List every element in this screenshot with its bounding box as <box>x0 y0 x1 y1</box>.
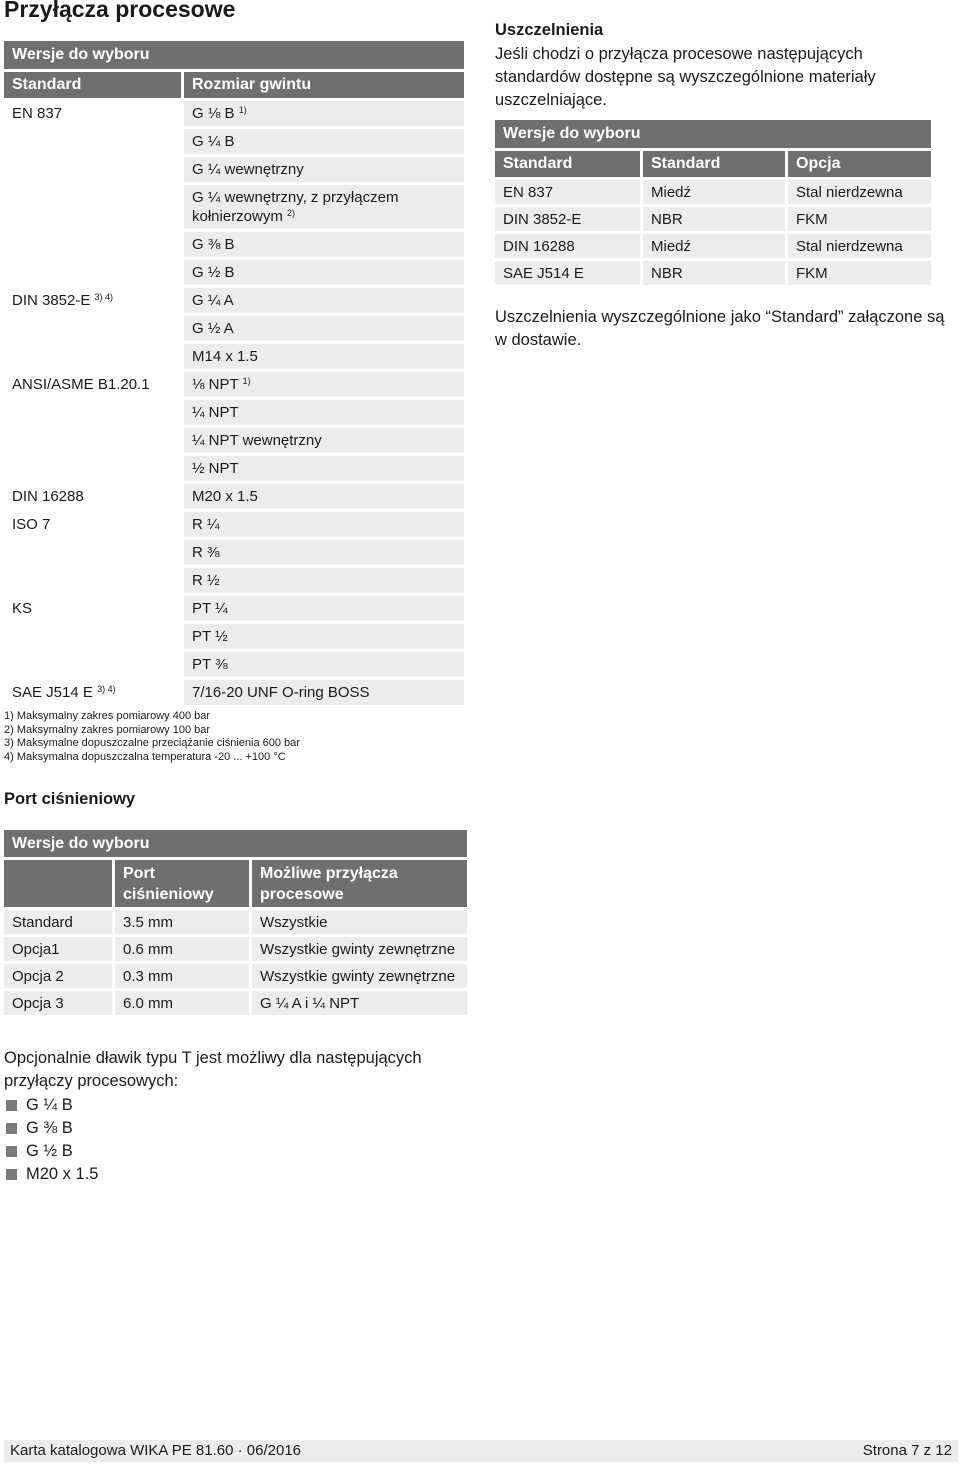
table-row <box>4 453 464 481</box>
thread-label: G ¼ wewnętrzny, z przyłączem kołnierzowym <box>192 189 399 225</box>
snubber-list <box>4 1094 98 1186</box>
port-table-caption: Wersje do wyboru <box>4 830 467 857</box>
footnotes <box>4 710 300 764</box>
thread-label: PT ¼ <box>192 600 228 617</box>
thread-table <box>4 41 464 705</box>
thread-label: ⅛ NPT <box>192 376 239 393</box>
table-cell: Miedź <box>640 177 785 204</box>
table-row <box>4 425 464 453</box>
thread-label: ½ NPT <box>192 460 239 477</box>
thread-size-cell <box>181 565 464 593</box>
thread-label: ¼ NPT wewnętrzny <box>192 432 322 449</box>
table-cell: 6.0 mm <box>112 988 249 1015</box>
thread-standard-cell <box>4 341 181 369</box>
table-cell: DIN 3852-E <box>495 204 640 231</box>
footnote: 4) Maksymalna dopuszczalna temperatura -20 ... +100 °C <box>4 750 286 763</box>
thread-size-cell <box>181 593 464 621</box>
seals-note: Uszczelnienia wyszczególnione jako “Standard” załączone są w dostawie. <box>495 308 945 349</box>
thread-label: G ½ B <box>192 264 235 281</box>
thread-label: 7/16-20 UNF O-ring BOSS <box>192 684 370 701</box>
footer-page-number: Strona 7 z 12 <box>862 1442 952 1459</box>
seals-table <box>495 120 931 285</box>
page-title: Przyłącza procesowe <box>4 0 236 22</box>
thread-standard-cell <box>4 229 181 257</box>
thread-size-cell <box>181 677 464 705</box>
port-header-empty <box>4 857 112 907</box>
pressure-port-title: Port ciśnieniowy <box>4 790 136 808</box>
standard-label: KS <box>12 600 33 617</box>
thread-label: G ½ A <box>192 320 234 337</box>
thread-size-cell <box>181 341 464 369</box>
table-cell: Opcja 3 <box>4 988 112 1015</box>
table-row <box>4 341 464 369</box>
thread-label: G ¼ A <box>192 292 234 309</box>
table-cell: NBR <box>640 258 785 285</box>
thread-size-cell <box>181 182 464 229</box>
thread-label: M20 x 1.5 <box>192 488 258 505</box>
table-row <box>4 565 464 593</box>
table-row <box>4 369 464 397</box>
standard-label: EN 837 <box>12 105 63 122</box>
table-row <box>4 621 464 649</box>
thread-standard-cell <box>4 677 181 705</box>
thread-label: R ½ <box>192 572 220 589</box>
thread-label: R ⅜ <box>192 544 220 561</box>
thread-standard-cell <box>4 313 181 341</box>
table-cell: FKM <box>785 258 931 285</box>
thread-label: R ¼ <box>192 516 220 533</box>
seals-title: Uszczelnienia <box>495 21 604 39</box>
thread-size-cell <box>181 313 464 341</box>
thread-standard-cell <box>4 369 181 397</box>
thread-standard-cell <box>4 257 181 285</box>
footnote-ref: 1) <box>242 376 251 386</box>
thread-size-cell <box>181 397 464 425</box>
thread-size-cell <box>181 481 464 509</box>
list-item: M20 x 1.5 <box>4 1163 98 1186</box>
seals-header-standard: Standard <box>495 148 640 177</box>
thread-label: G ⅛ B <box>192 105 235 122</box>
thread-size-cell <box>181 126 464 154</box>
standard-label: DIN 16288 <box>12 488 84 505</box>
pressure-port-table <box>4 830 467 1015</box>
table-cell: FKM <box>785 204 931 231</box>
thread-standard-cell <box>4 126 181 154</box>
table-cell: Opcja1 <box>4 934 112 961</box>
thread-standard-cell <box>4 425 181 453</box>
table-row <box>4 481 464 509</box>
table-row <box>4 313 464 341</box>
footnote: 3) Maksymalne dopuszczalne przeciążanie ciśnienia 600 bar <box>4 737 300 749</box>
thread-size-cell <box>181 154 464 182</box>
table-cell: Wszystkie <box>249 907 467 934</box>
table-cell: Opcja 2 <box>4 961 112 988</box>
table-cell: SAE J514 E <box>495 258 640 285</box>
table-cell: 0.3 mm <box>112 961 249 988</box>
list-item: G ⅜ B <box>4 1117 98 1140</box>
table-cell: G ¼ A i ¼ NPT <box>249 988 467 1015</box>
thread-size-cell <box>181 257 464 285</box>
table-cell: DIN 16288 <box>495 231 640 258</box>
thread-size-cell <box>181 98 464 126</box>
footnote: 1) Maksymalny zakres pomiarowy 400 bar <box>4 710 211 722</box>
table-cell: Miedź <box>640 231 785 258</box>
table-row <box>4 285 464 313</box>
standard-label: ISO 7 <box>12 516 51 533</box>
seals-table-caption: Wersje do wyboru <box>495 120 931 148</box>
seals-header-option: Opcja <box>785 148 931 177</box>
thread-label: G ¼ B <box>192 133 235 150</box>
table-row <box>4 907 467 934</box>
table-cell: Wszystkie gwinty zewnętrzne <box>249 934 467 961</box>
thread-standard-cell <box>4 453 181 481</box>
standard-label: DIN 3852-E <box>12 292 91 309</box>
table-row <box>4 649 464 677</box>
port-header-connections: Możliwe przyłącza procesowe <box>249 857 467 907</box>
thread-size-cell <box>181 285 464 313</box>
thread-standard-cell <box>4 509 181 537</box>
footnote-ref: 1) <box>238 105 247 115</box>
port-header-port: Port ciśnieniowy <box>112 857 249 907</box>
footnote-ref: 3) 4) <box>94 292 114 302</box>
table-row <box>4 397 464 425</box>
page-footer <box>4 1440 958 1462</box>
standard-label: ANSI/ASME B1.20.1 <box>12 376 150 393</box>
table-cell: Wszystkie gwinty zewnętrzne <box>249 961 467 988</box>
table-cell: NBR <box>640 204 785 231</box>
footnote-ref: 3) 4) <box>97 684 116 694</box>
list-item: G ¼ B <box>4 1094 98 1117</box>
table-cell: Standard <box>4 907 112 934</box>
table-cell: 3.5 mm <box>112 907 249 934</box>
thread-label: PT ⅜ <box>192 656 228 673</box>
thread-standard-cell <box>4 649 181 677</box>
thread-standard-cell <box>4 397 181 425</box>
footer-document-id: Karta katalogowa WIKA PE 81.60 · 06/2016 <box>10 1442 302 1459</box>
thread-size-cell <box>181 649 464 677</box>
table-row <box>495 177 931 204</box>
thread-standard-cell <box>4 182 181 229</box>
snubber-intro: Opcjonalnie dławik typu T jest możliwy dla następujących przyłączy procesowych: <box>4 1049 422 1090</box>
table-row <box>4 537 464 565</box>
thread-standard-cell <box>4 565 181 593</box>
table-row <box>4 961 467 988</box>
table-row <box>4 154 464 182</box>
thread-standard-cell <box>4 537 181 565</box>
thread-standard-cell <box>4 98 181 126</box>
table-cell: 0.6 mm <box>112 934 249 961</box>
thread-size-cell <box>181 229 464 257</box>
thread-standard-cell <box>4 154 181 182</box>
list-item: G ½ B <box>4 1140 98 1163</box>
table-row <box>4 509 464 537</box>
footnote-ref: 2) <box>287 208 296 218</box>
table-row <box>4 257 464 285</box>
table-row <box>495 204 931 231</box>
thread-standard-cell <box>4 593 181 621</box>
seals-intro: Jeśli chodzi o przyłącza procesowe następujących standardów dostępne są wyszczególnione materiały uszczelniające. <box>495 45 876 109</box>
table-row <box>4 126 464 154</box>
table-cell: Stal nierdzewna <box>785 231 931 258</box>
thread-header-standard: Standard <box>4 69 181 98</box>
table-row <box>4 934 467 961</box>
seals-header-standard-material: Standard <box>640 148 785 177</box>
table-row <box>4 98 464 126</box>
thread-label: M14 x 1.5 <box>192 348 258 365</box>
thread-label: G ¼ wewnętrzny <box>192 161 304 178</box>
thread-standard-cell <box>4 481 181 509</box>
table-row <box>4 229 464 257</box>
thread-size-cell <box>181 537 464 565</box>
thread-standard-cell <box>4 285 181 313</box>
table-row <box>495 258 931 285</box>
thread-header-size: Rozmiar gwintu <box>181 69 464 98</box>
thread-size-cell <box>181 369 464 397</box>
thread-size-cell <box>181 621 464 649</box>
table-row <box>4 988 467 1015</box>
table-row <box>4 182 464 229</box>
thread-label: PT ½ <box>192 628 228 645</box>
thread-size-cell <box>181 425 464 453</box>
thread-label: G ⅜ B <box>192 236 235 253</box>
thread-standard-cell <box>4 621 181 649</box>
table-row <box>4 593 464 621</box>
table-row <box>495 231 931 258</box>
footnote: 2) Maksymalny zakres pomiarowy 100 bar <box>4 723 211 736</box>
thread-size-cell <box>181 453 464 481</box>
table-row <box>4 677 464 705</box>
thread-label: ¼ NPT <box>192 404 239 421</box>
table-cell: EN 837 <box>495 177 640 204</box>
standard-label: SAE J514 E <box>12 684 93 701</box>
table-cell: Stal nierdzewna <box>785 177 931 204</box>
thread-size-cell <box>181 509 464 537</box>
thread-table-caption: Wersje do wyboru <box>4 41 464 69</box>
